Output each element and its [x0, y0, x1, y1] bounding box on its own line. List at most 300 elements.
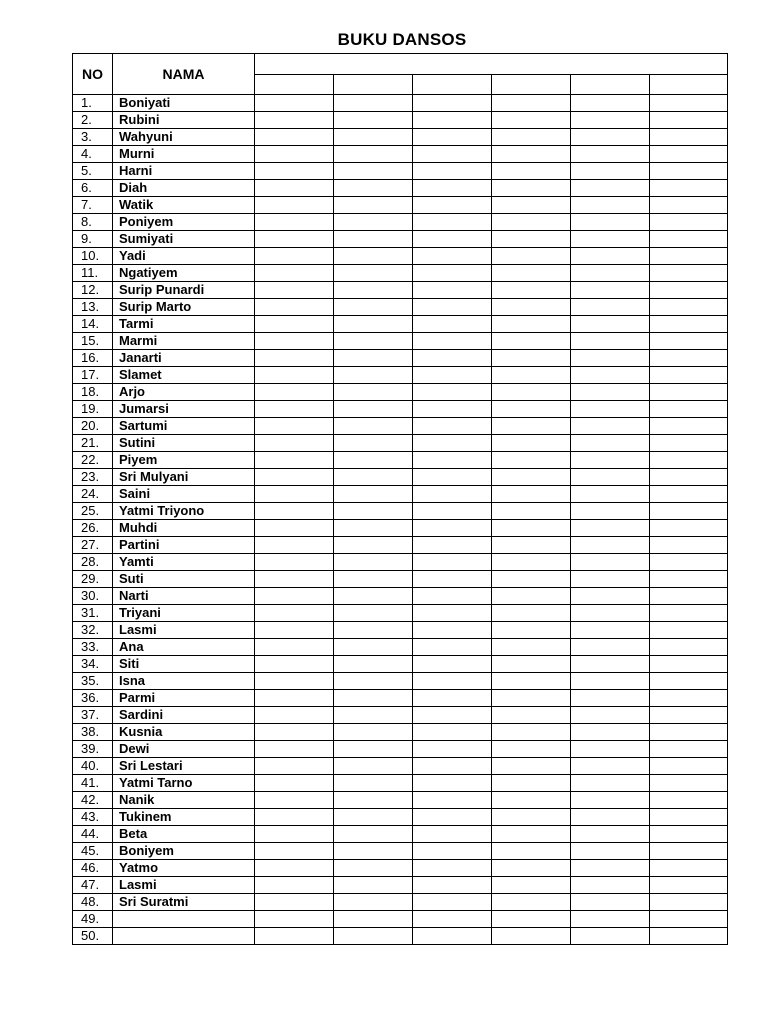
blank-cell[interactable]: [571, 928, 650, 945]
blank-cell[interactable]: [413, 214, 492, 231]
blank-cell[interactable]: [650, 894, 728, 911]
blank-cell[interactable]: [334, 95, 413, 112]
blank-cell[interactable]: [650, 112, 728, 129]
blank-cell[interactable]: [571, 180, 650, 197]
blank-cell[interactable]: [571, 435, 650, 452]
blank-cell[interactable]: [650, 146, 728, 163]
blank-cell[interactable]: [571, 367, 650, 384]
blank-cell[interactable]: [255, 367, 334, 384]
blank-cell[interactable]: [571, 384, 650, 401]
blank-cell[interactable]: [571, 656, 650, 673]
blank-cell[interactable]: [413, 928, 492, 945]
blank-cell[interactable]: [334, 469, 413, 486]
blank-cell[interactable]: [334, 231, 413, 248]
blank-cell[interactable]: [492, 877, 571, 894]
blank-cell[interactable]: [334, 299, 413, 316]
blank-cell[interactable]: [650, 95, 728, 112]
blank-cell[interactable]: [413, 673, 492, 690]
blank-cell[interactable]: [492, 758, 571, 775]
blank-cell[interactable]: [255, 231, 334, 248]
blank-cell[interactable]: [571, 775, 650, 792]
blank-cell[interactable]: [492, 265, 571, 282]
blank-cell[interactable]: [413, 418, 492, 435]
blank-cell[interactable]: [650, 248, 728, 265]
blank-cell[interactable]: [650, 928, 728, 945]
blank-cell[interactable]: [413, 112, 492, 129]
blank-cell[interactable]: [571, 537, 650, 554]
blank-cell[interactable]: [413, 877, 492, 894]
blank-cell[interactable]: [334, 435, 413, 452]
blank-cell[interactable]: [650, 469, 728, 486]
blank-cell[interactable]: [413, 452, 492, 469]
blank-cell[interactable]: [413, 367, 492, 384]
blank-cell[interactable]: [334, 809, 413, 826]
blank-cell[interactable]: [413, 571, 492, 588]
blank-cell[interactable]: [413, 741, 492, 758]
blank-cell[interactable]: [413, 435, 492, 452]
blank-cell[interactable]: [334, 877, 413, 894]
blank-cell[interactable]: [255, 384, 334, 401]
blank-cell[interactable]: [571, 248, 650, 265]
blank-cell[interactable]: [334, 265, 413, 282]
blank-cell[interactable]: [334, 503, 413, 520]
blank-cell[interactable]: [571, 214, 650, 231]
blank-cell[interactable]: [413, 282, 492, 299]
blank-cell[interactable]: [650, 197, 728, 214]
blank-cell[interactable]: [650, 758, 728, 775]
blank-cell[interactable]: [334, 248, 413, 265]
blank-cell[interactable]: [334, 129, 413, 146]
blank-cell[interactable]: [255, 622, 334, 639]
blank-cell[interactable]: [650, 214, 728, 231]
blank-cell[interactable]: [650, 435, 728, 452]
blank-cell[interactable]: [650, 316, 728, 333]
blank-cell[interactable]: [492, 316, 571, 333]
blank-cell[interactable]: [413, 299, 492, 316]
blank-cell[interactable]: [334, 622, 413, 639]
blank-cell[interactable]: [492, 826, 571, 843]
blank-cell[interactable]: [492, 537, 571, 554]
blank-cell[interactable]: [334, 486, 413, 503]
blank-cell[interactable]: [255, 503, 334, 520]
blank-cell[interactable]: [413, 333, 492, 350]
blank-cell[interactable]: [334, 197, 413, 214]
blank-cell[interactable]: [571, 894, 650, 911]
blank-cell[interactable]: [413, 316, 492, 333]
blank-cell[interactable]: [413, 622, 492, 639]
blank-cell[interactable]: [650, 707, 728, 724]
blank-cell[interactable]: [571, 282, 650, 299]
blank-cell[interactable]: [492, 588, 571, 605]
blank-cell[interactable]: [255, 554, 334, 571]
blank-cell[interactable]: [571, 622, 650, 639]
blank-cell[interactable]: [571, 197, 650, 214]
blank-cell[interactable]: [413, 639, 492, 656]
blank-cell[interactable]: [650, 724, 728, 741]
blank-cell[interactable]: [255, 129, 334, 146]
blank-cell[interactable]: [571, 486, 650, 503]
blank-cell[interactable]: [492, 503, 571, 520]
blank-cell[interactable]: [334, 707, 413, 724]
blank-cell[interactable]: [255, 418, 334, 435]
blank-cell[interactable]: [571, 673, 650, 690]
blank-cell[interactable]: [255, 214, 334, 231]
blank-cell[interactable]: [650, 656, 728, 673]
blank-cell[interactable]: [571, 112, 650, 129]
blank-cell[interactable]: [650, 690, 728, 707]
blank-cell[interactable]: [650, 639, 728, 656]
blank-cell[interactable]: [413, 843, 492, 860]
blank-cell[interactable]: [413, 248, 492, 265]
blank-cell[interactable]: [255, 707, 334, 724]
blank-cell[interactable]: [492, 435, 571, 452]
blank-cell[interactable]: [413, 129, 492, 146]
blank-cell[interactable]: [571, 860, 650, 877]
blank-cell[interactable]: [255, 656, 334, 673]
blank-cell[interactable]: [571, 265, 650, 282]
blank-cell[interactable]: [650, 877, 728, 894]
blank-cell[interactable]: [334, 673, 413, 690]
blank-cell[interactable]: [571, 503, 650, 520]
blank-cell[interactable]: [255, 469, 334, 486]
blank-cell[interactable]: [334, 911, 413, 928]
blank-cell[interactable]: [571, 418, 650, 435]
blank-cell[interactable]: [571, 146, 650, 163]
blank-cell[interactable]: [255, 826, 334, 843]
blank-cell[interactable]: [413, 758, 492, 775]
blank-cell[interactable]: [492, 163, 571, 180]
blank-cell[interactable]: [255, 724, 334, 741]
blank-cell[interactable]: [413, 894, 492, 911]
blank-cell[interactable]: [571, 877, 650, 894]
blank-cell[interactable]: [571, 741, 650, 758]
blank-cell[interactable]: [492, 282, 571, 299]
blank-cell[interactable]: [492, 112, 571, 129]
blank-cell[interactable]: [255, 197, 334, 214]
blank-cell[interactable]: [413, 826, 492, 843]
blank-cell[interactable]: [413, 520, 492, 537]
blank-cell[interactable]: [492, 775, 571, 792]
blank-cell[interactable]: [334, 758, 413, 775]
blank-cell[interactable]: [413, 724, 492, 741]
blank-cell[interactable]: [334, 860, 413, 877]
blank-cell[interactable]: [492, 486, 571, 503]
blank-cell[interactable]: [255, 146, 334, 163]
blank-cell[interactable]: [255, 894, 334, 911]
blank-cell[interactable]: [492, 367, 571, 384]
blank-cell[interactable]: [650, 486, 728, 503]
blank-cell[interactable]: [413, 503, 492, 520]
blank-cell[interactable]: [492, 384, 571, 401]
blank-cell[interactable]: [334, 605, 413, 622]
blank-cell[interactable]: [255, 690, 334, 707]
blank-cell[interactable]: [334, 843, 413, 860]
blank-cell[interactable]: [650, 554, 728, 571]
blank-cell[interactable]: [571, 639, 650, 656]
blank-cell[interactable]: [650, 809, 728, 826]
blank-cell[interactable]: [334, 384, 413, 401]
blank-cell[interactable]: [334, 928, 413, 945]
blank-cell[interactable]: [255, 180, 334, 197]
blank-cell[interactable]: [334, 639, 413, 656]
blank-cell[interactable]: [334, 112, 413, 129]
blank-cell[interactable]: [255, 452, 334, 469]
blank-cell[interactable]: [334, 452, 413, 469]
blank-cell[interactable]: [571, 758, 650, 775]
blank-cell[interactable]: [255, 843, 334, 860]
blank-cell[interactable]: [334, 656, 413, 673]
blank-cell[interactable]: [650, 163, 728, 180]
blank-cell[interactable]: [492, 843, 571, 860]
blank-cell[interactable]: [255, 605, 334, 622]
blank-cell[interactable]: [650, 265, 728, 282]
blank-cell[interactable]: [413, 588, 492, 605]
blank-cell[interactable]: [413, 146, 492, 163]
blank-cell[interactable]: [255, 350, 334, 367]
blank-cell[interactable]: [334, 894, 413, 911]
blank-cell[interactable]: [571, 520, 650, 537]
blank-cell[interactable]: [255, 520, 334, 537]
blank-cell[interactable]: [334, 350, 413, 367]
blank-cell[interactable]: [492, 214, 571, 231]
blank-cell[interactable]: [255, 792, 334, 809]
blank-cell[interactable]: [650, 605, 728, 622]
blank-cell[interactable]: [413, 469, 492, 486]
blank-cell[interactable]: [255, 673, 334, 690]
blank-cell[interactable]: [334, 826, 413, 843]
blank-cell[interactable]: [255, 316, 334, 333]
blank-cell[interactable]: [650, 826, 728, 843]
blank-cell[interactable]: [571, 571, 650, 588]
blank-cell[interactable]: [255, 265, 334, 282]
blank-cell[interactable]: [492, 707, 571, 724]
blank-cell[interactable]: [255, 486, 334, 503]
blank-cell[interactable]: [413, 911, 492, 928]
blank-cell[interactable]: [650, 911, 728, 928]
blank-cell[interactable]: [650, 860, 728, 877]
blank-cell[interactable]: [255, 588, 334, 605]
blank-cell[interactable]: [650, 231, 728, 248]
blank-cell[interactable]: [650, 588, 728, 605]
blank-cell[interactable]: [492, 622, 571, 639]
blank-cell[interactable]: [413, 486, 492, 503]
blank-cell[interactable]: [255, 95, 334, 112]
blank-cell[interactable]: [492, 724, 571, 741]
blank-cell[interactable]: [413, 775, 492, 792]
blank-cell[interactable]: [413, 537, 492, 554]
blank-cell[interactable]: [255, 911, 334, 928]
blank-cell[interactable]: [334, 588, 413, 605]
blank-cell[interactable]: [492, 894, 571, 911]
blank-cell[interactable]: [571, 333, 650, 350]
blank-cell[interactable]: [571, 350, 650, 367]
blank-cell[interactable]: [571, 231, 650, 248]
blank-cell[interactable]: [571, 129, 650, 146]
blank-cell[interactable]: [650, 282, 728, 299]
blank-cell[interactable]: [650, 401, 728, 418]
blank-cell[interactable]: [492, 350, 571, 367]
blank-cell[interactable]: [650, 180, 728, 197]
blank-cell[interactable]: [650, 622, 728, 639]
blank-cell[interactable]: [571, 707, 650, 724]
blank-cell[interactable]: [650, 333, 728, 350]
blank-cell[interactable]: [492, 469, 571, 486]
blank-cell[interactable]: [334, 214, 413, 231]
blank-cell[interactable]: [334, 316, 413, 333]
blank-cell[interactable]: [334, 724, 413, 741]
blank-cell[interactable]: [413, 350, 492, 367]
blank-cell[interactable]: [492, 605, 571, 622]
blank-cell[interactable]: [650, 367, 728, 384]
blank-cell[interactable]: [413, 809, 492, 826]
blank-cell[interactable]: [571, 163, 650, 180]
blank-cell[interactable]: [334, 367, 413, 384]
blank-cell[interactable]: [255, 877, 334, 894]
blank-cell[interactable]: [492, 197, 571, 214]
blank-cell[interactable]: [571, 469, 650, 486]
blank-cell[interactable]: [413, 401, 492, 418]
blank-cell[interactable]: [650, 129, 728, 146]
blank-cell[interactable]: [650, 843, 728, 860]
blank-cell[interactable]: [413, 180, 492, 197]
blank-cell[interactable]: [650, 452, 728, 469]
blank-cell[interactable]: [334, 146, 413, 163]
blank-cell[interactable]: [413, 95, 492, 112]
blank-cell[interactable]: [492, 146, 571, 163]
blank-cell[interactable]: [334, 775, 413, 792]
blank-cell[interactable]: [413, 860, 492, 877]
blank-cell[interactable]: [334, 418, 413, 435]
blank-cell[interactable]: [571, 605, 650, 622]
blank-cell[interactable]: [571, 843, 650, 860]
blank-cell[interactable]: [334, 571, 413, 588]
blank-cell[interactable]: [571, 724, 650, 741]
blank-cell[interactable]: [255, 333, 334, 350]
blank-cell[interactable]: [492, 673, 571, 690]
blank-cell[interactable]: [492, 180, 571, 197]
blank-cell[interactable]: [334, 690, 413, 707]
blank-cell[interactable]: [255, 163, 334, 180]
blank-cell[interactable]: [255, 809, 334, 826]
blank-cell[interactable]: [571, 95, 650, 112]
blank-cell[interactable]: [492, 656, 571, 673]
blank-cell[interactable]: [255, 571, 334, 588]
blank-cell[interactable]: [571, 826, 650, 843]
blank-cell[interactable]: [492, 248, 571, 265]
blank-cell[interactable]: [650, 571, 728, 588]
blank-cell[interactable]: [413, 656, 492, 673]
blank-cell[interactable]: [571, 452, 650, 469]
blank-cell[interactable]: [492, 554, 571, 571]
blank-cell[interactable]: [334, 282, 413, 299]
blank-cell[interactable]: [255, 112, 334, 129]
blank-cell[interactable]: [413, 792, 492, 809]
blank-cell[interactable]: [413, 690, 492, 707]
blank-cell[interactable]: [492, 299, 571, 316]
blank-cell[interactable]: [492, 792, 571, 809]
blank-cell[interactable]: [650, 503, 728, 520]
blank-cell[interactable]: [413, 707, 492, 724]
blank-cell[interactable]: [255, 758, 334, 775]
blank-cell[interactable]: [650, 741, 728, 758]
blank-cell[interactable]: [334, 537, 413, 554]
blank-cell[interactable]: [492, 231, 571, 248]
blank-cell[interactable]: [413, 554, 492, 571]
blank-cell[interactable]: [571, 401, 650, 418]
blank-cell[interactable]: [571, 588, 650, 605]
blank-cell[interactable]: [492, 333, 571, 350]
blank-cell[interactable]: [650, 350, 728, 367]
blank-cell[interactable]: [650, 537, 728, 554]
blank-cell[interactable]: [334, 401, 413, 418]
blank-cell[interactable]: [650, 520, 728, 537]
blank-cell[interactable]: [255, 435, 334, 452]
blank-cell[interactable]: [492, 860, 571, 877]
blank-cell[interactable]: [334, 741, 413, 758]
blank-cell[interactable]: [571, 792, 650, 809]
blank-cell[interactable]: [492, 418, 571, 435]
blank-cell[interactable]: [650, 299, 728, 316]
blank-cell[interactable]: [255, 299, 334, 316]
blank-cell[interactable]: [492, 690, 571, 707]
blank-cell[interactable]: [413, 163, 492, 180]
blank-cell[interactable]: [255, 741, 334, 758]
blank-cell[interactable]: [492, 809, 571, 826]
blank-cell[interactable]: [492, 639, 571, 656]
blank-cell[interactable]: [334, 180, 413, 197]
blank-cell[interactable]: [334, 520, 413, 537]
blank-cell[interactable]: [571, 809, 650, 826]
blank-cell[interactable]: [492, 911, 571, 928]
blank-cell[interactable]: [413, 605, 492, 622]
blank-cell[interactable]: [650, 384, 728, 401]
blank-cell[interactable]: [255, 928, 334, 945]
blank-cell[interactable]: [255, 775, 334, 792]
blank-cell[interactable]: [571, 690, 650, 707]
blank-cell[interactable]: [650, 792, 728, 809]
blank-cell[interactable]: [650, 418, 728, 435]
blank-cell[interactable]: [492, 401, 571, 418]
blank-cell[interactable]: [255, 860, 334, 877]
blank-cell[interactable]: [413, 231, 492, 248]
blank-cell[interactable]: [492, 452, 571, 469]
blank-cell[interactable]: [255, 401, 334, 418]
blank-cell[interactable]: [492, 129, 571, 146]
blank-cell[interactable]: [571, 911, 650, 928]
blank-cell[interactable]: [650, 673, 728, 690]
blank-cell[interactable]: [255, 639, 334, 656]
blank-cell[interactable]: [255, 248, 334, 265]
blank-cell[interactable]: [492, 571, 571, 588]
blank-cell[interactable]: [334, 333, 413, 350]
blank-cell[interactable]: [413, 197, 492, 214]
blank-cell[interactable]: [413, 265, 492, 282]
blank-cell[interactable]: [492, 95, 571, 112]
blank-cell[interactable]: [334, 554, 413, 571]
blank-cell[interactable]: [650, 775, 728, 792]
blank-cell[interactable]: [492, 741, 571, 758]
blank-cell[interactable]: [571, 299, 650, 316]
blank-cell[interactable]: [255, 537, 334, 554]
blank-cell[interactable]: [492, 520, 571, 537]
blank-cell[interactable]: [492, 928, 571, 945]
blank-cell[interactable]: [571, 316, 650, 333]
blank-cell[interactable]: [334, 163, 413, 180]
blank-cell[interactable]: [413, 384, 492, 401]
blank-cell[interactable]: [334, 792, 413, 809]
blank-cell[interactable]: [255, 282, 334, 299]
blank-cell[interactable]: [571, 554, 650, 571]
